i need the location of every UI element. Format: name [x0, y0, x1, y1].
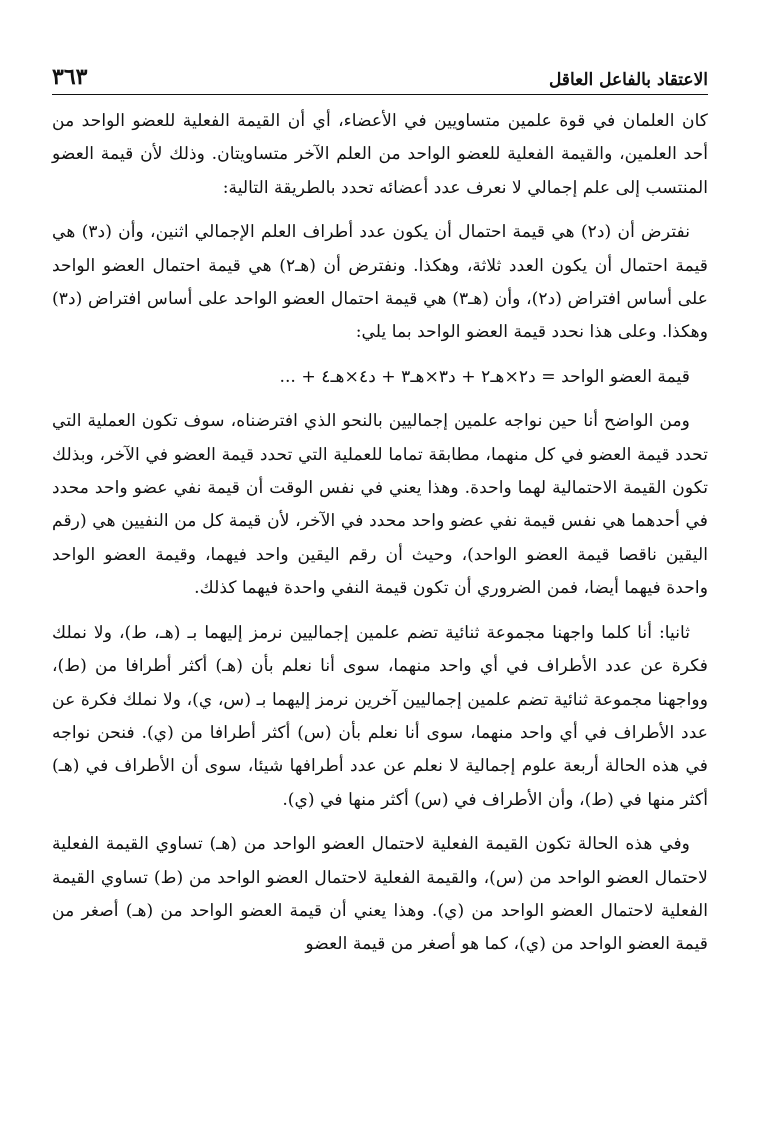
book-page — [52, 58, 708, 973]
paragraph-continuation: كان العلمان في قوة علمين متساويين في الأعضاء، أي أن القيمة الفعلية للعضو الواحد من أحد العلمين، والقيمة الفعلية للعضو الواحد من العلم الآخر متساويتان. وذلك لأن قيمة العضو المنتسب إلى علم إجمالي لا نعرف عدد أعضائه تحدد بالطريقة التالية: — [52, 111, 708, 198]
running-title: الاعتقاد بالفاعل العاقل — [548, 70, 708, 90]
page-body — [52, 105, 708, 962]
formula-member-value: قيمة العضو الواحد = د٢×هـ٢ + د٣×هـ٣ + د٤×هـ٤ + ... — [279, 366, 690, 387]
paragraph-conclusion: وفي هذه الحالة تكون القيمة الفعلية لاحتمال العضو الواحد من (هـ) تساوي القيمة الفعلية لاحتمال العضو الواحد من (س)، والقيمة الفعلية لاحتمال العضو الواحد من (ط) تساوي القيمة الفعلية لاحتمال العضو الواحد من (ي). وهذا يعني أن قيمة العضو الواحد من (هـ) أصغر من قيمة العضو الواحد من (ي)، كما هو أصغر من قيمة العضو — [52, 834, 708, 955]
paragraph-second-point: ثانيا: أنا كلما واجهنا مجموعة ثنائية تضم علمين إجماليين نرمز إليهما بـ (هـ، ط)، ولا نملك فكرة عن عدد الأطراف في أي واحد منهما، سوى أنا نعلم بأن (هـ) أكثر أطرافا من (ط)، وواجهنا مجموعة ثنائية تضم علمين إجماليين آخرين نرمز إليهما بـ (س، ي)، ولا نملك فكرة عن عدد الأطراف في أي واحد منهما، سوى أنا نعلم بأن (س) أكثر أطرافا من (ي). فنحن نواجه في هذه الحالة أربعة علوم إجمالية لا نعلم عن عدد أطرافها شيئا، سوى أن الأطراف في (هـ) أكثر منها في (ط)، وأن الأطراف في (س) أكثر منها في (ي). — [52, 622, 708, 810]
paragraph-assumptions: نفترض أن (د٢) هي قيمة احتمال أن يكون عدد أطراف العلم الإجمالي اثنين، وأن (د٣) هي قيمة احتمال أن يكون العدد ثلاثة، وهكذا. ونفترض أن (هـ٢) هي قيمة احتمال العضو الواحد على أساس افتراض (د٢)، وأن (هـ٣) هي قيمة احتمال العضو الواحد على أساس افتراض (د٣) وهكذا. وعلى هذا نحدد قيمة العضو الواحد بما يلي: — [52, 222, 708, 343]
paragraph-equivalence: ومن الواضح أنا حين نواجه علمين إجماليين بالنحو الذي افترضناه، سوف تكون العملية التي تحدد قيمة العضو في كل منهما، مطابقة تماما للعملية التي تحدد قيمة العضو في الآخر، وبذلك تكون القيمة الاحتمالية لهما واحدة. وهذا يعني في نفس الوقت أن قيمة نفي عضو واحد محدد في أحدهما هي نفس قيمة نفي عضو واحد محدد في الآخر، لأن قيمة كل من النفيين هي (رقم اليقين ناقصا قيمة العضو الواحد)، وحيث أن رقم اليقين واحد فيهما، وقيمة العضو الواحد واحدة فيهما أيضا، فمن الضروري أن تكون قيمة النفي واحدة فيهما كذلك. — [52, 411, 708, 599]
running-header — [52, 58, 708, 95]
page-number: ٣٦٣ — [52, 64, 88, 90]
